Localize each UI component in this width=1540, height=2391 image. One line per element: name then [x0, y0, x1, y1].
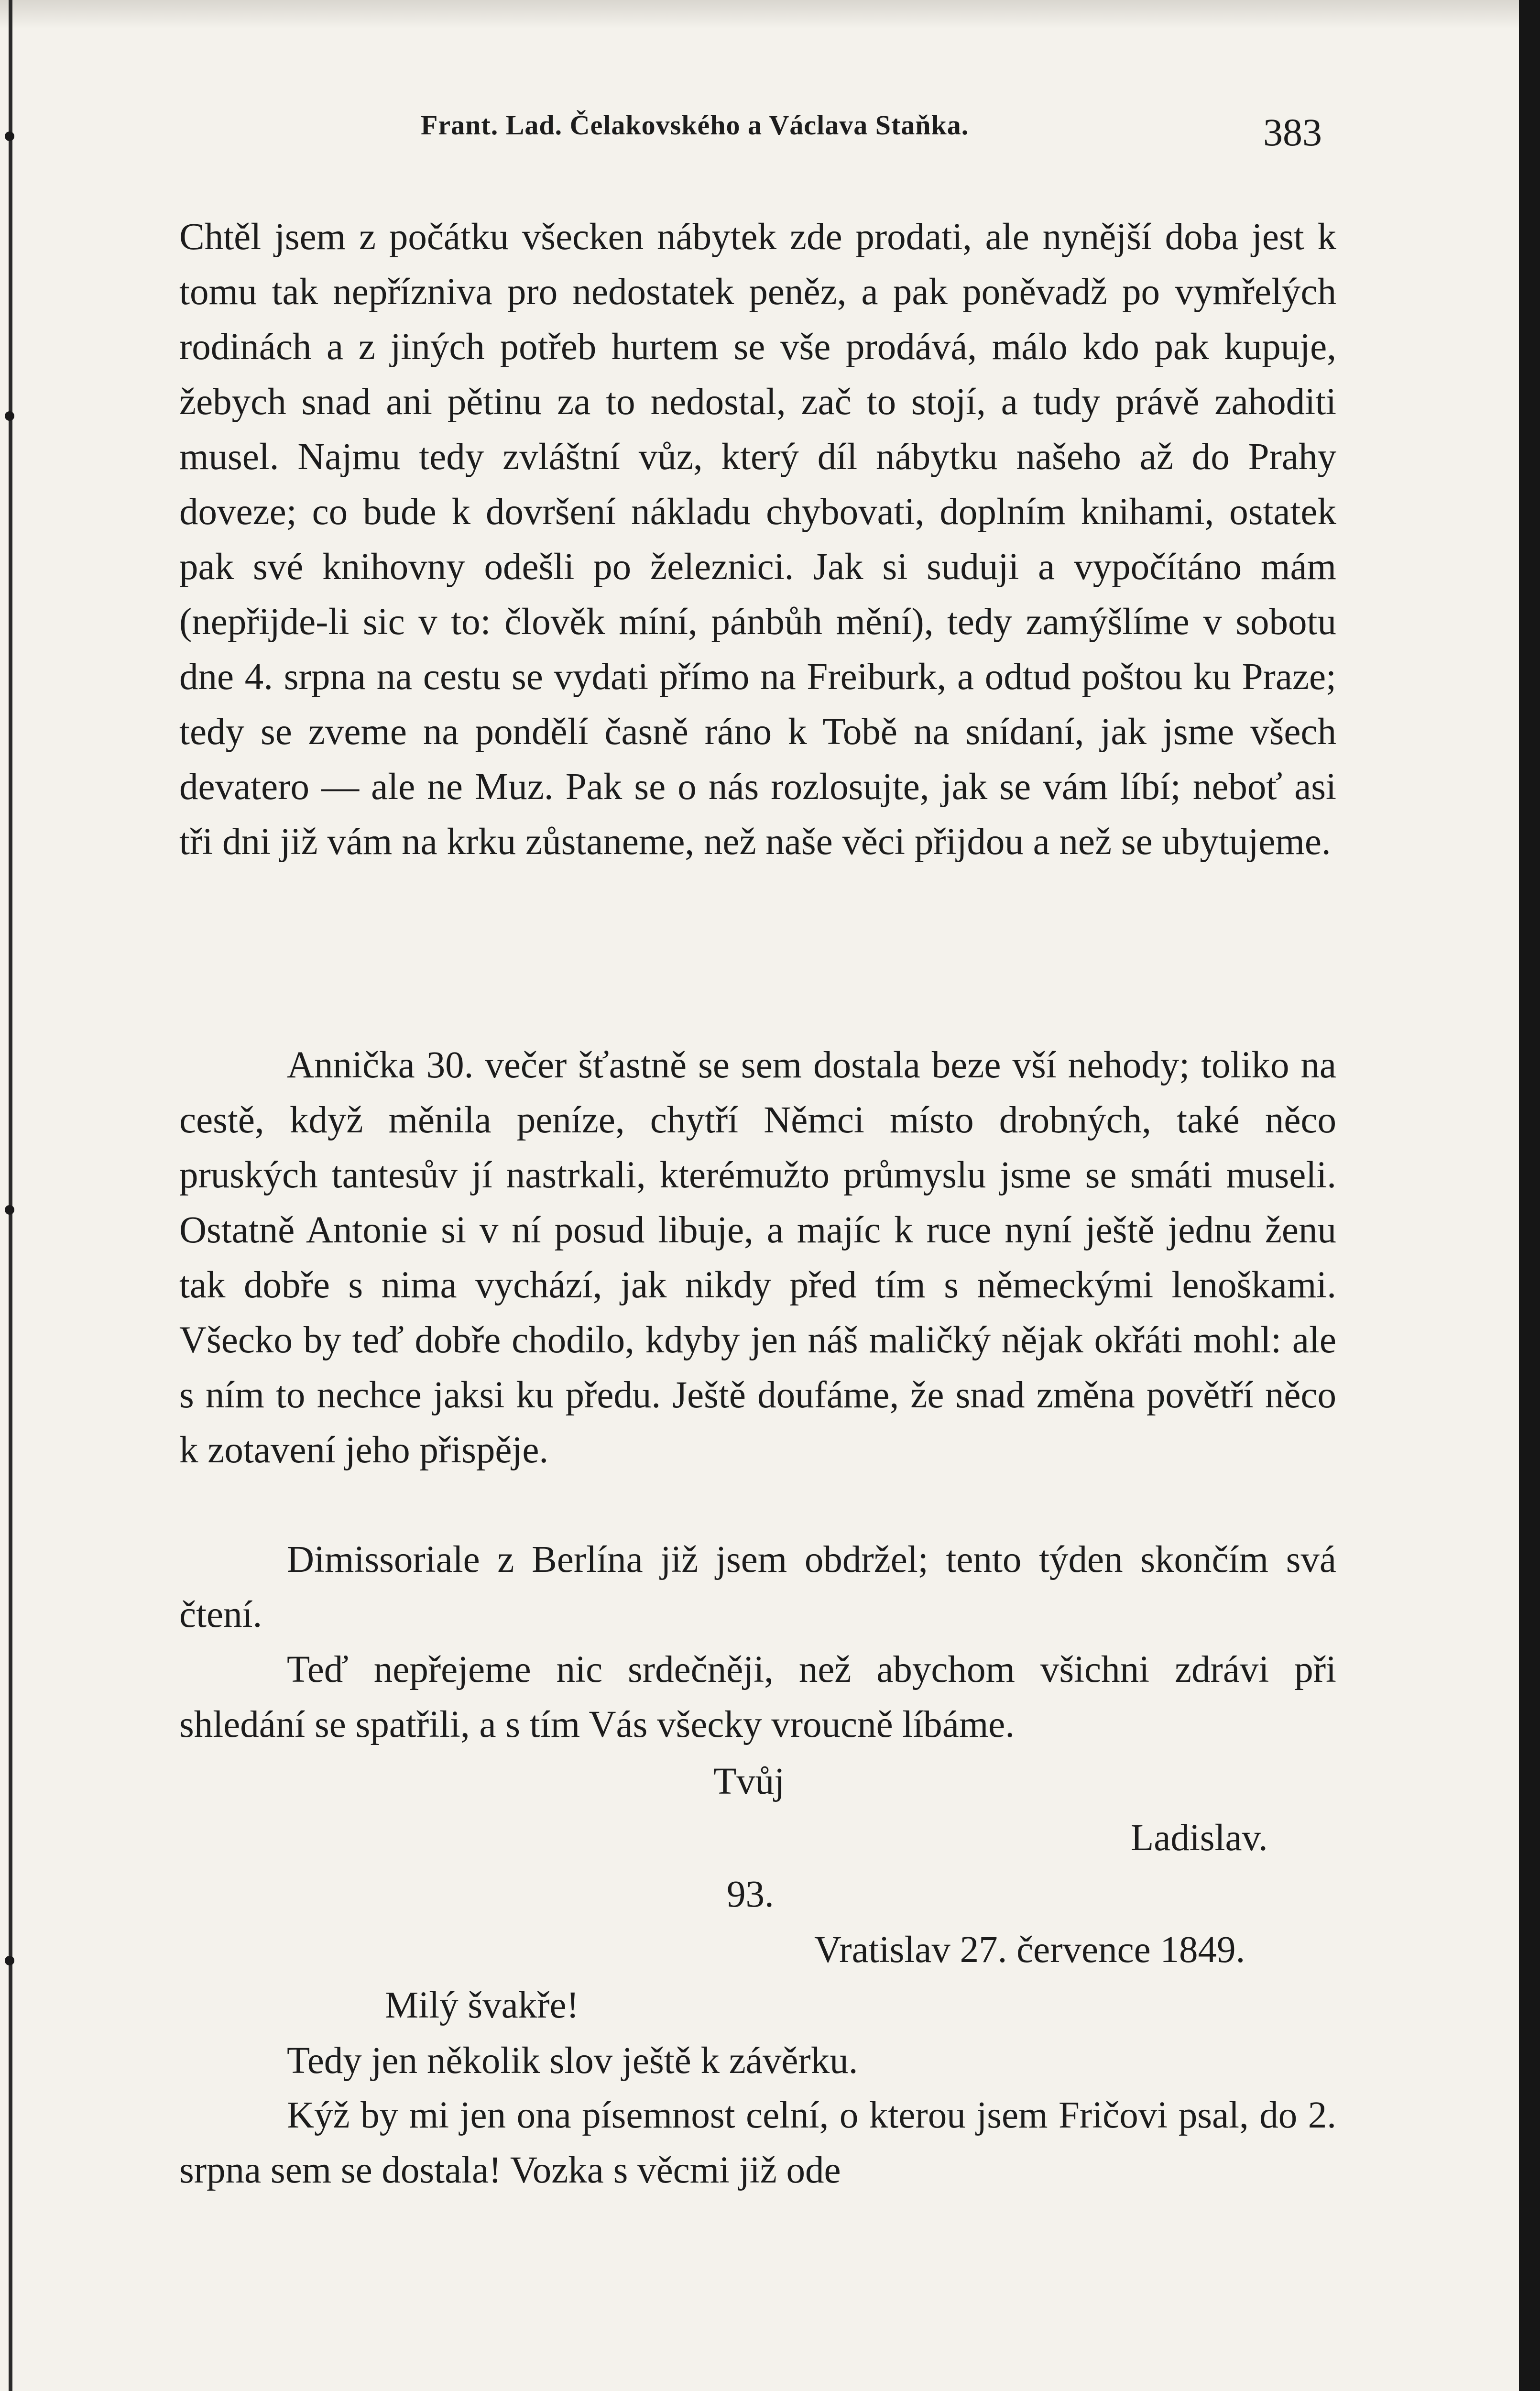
running-title: Frant. Lad. Čelakovského a Václava Staňka. — [421, 110, 969, 141]
paragraph: Chtěl jsem z počátku všecken nábytek zde prodati, ale nynější doba jest k tomu tak nepřízniva pro nedostatek peněz, a pak poněvadž po vymřelých rodinách a z jiných potřeb hurtem se vše prodává, málo kdo pak kupuje, žebych snad ani pětinu za to nedostal, zač to stojí, a tudy právě zahoditi musel. Najmu tedy zvláštní vůz, který díl nábytku našeho až do Prahy doveze; co bude k dovršení nákladu chybovati, doplním knihami, ostatek pak své knihovny odešli po železnici. Jak si suduji a vypočítáno mám (nepřijde-li sic v to: člověk míní, pánbůh mění), tedy zamýšlíme v sobotu dne 4. srpna na cestu se vydati přímo na Freiburk, a odtud poštou ku Praze; tedy se zveme na pondělí časně ráno k Tobě na snídaní, jak jsme všech devatero — ale ne Muz. Pak se o nás rozlosujte, jak se vám líbí; neboť asi tři dni již vám na krku zůstaneme, než naše věci přijdou a než se ubytujeme. — [179, 216, 1336, 863]
binding-mark — [5, 411, 14, 421]
paragraph: Teď nepřejeme nic srdečněji, než abychom všichni zdrávi při shledání se spatřili, a s tím Vás všecky vroucně líbáme. — [179, 1649, 1336, 1745]
letter-closing: Tvůj — [713, 1761, 785, 1802]
letter-signature: Ladislav. — [1131, 1817, 1268, 1859]
page-left-binding-edge — [9, 0, 12, 2391]
page-top-shadow — [0, 0, 1519, 29]
paragraph: Tedy jen několik slov ještě k závěrku. — [287, 2040, 858, 2082]
paragraph: Annička 30. večer šťastně se sem dostala beze vší nehody; toliko na cestě, když měnila peníze, chytří Němci místo drobných, také něco pruských tantesův jí nastrkali, kterémužto průmyslu jsme se smáti museli. Ostatně Antonie si v ní posud libuje, a majíc k ruce nyní ještě jednu ženu tak dobře s nima vychází, jak nikdy před tím s německými lenoškami. Všecko by teď dobře chodilo, kdyby jen náš maličký nějak okřáti mohl: ale s ním to nechce jaksi ku předu. Ještě doufáme, že snad změna povětří něco k zotavení jeho přispěje. — [179, 1044, 1336, 1471]
paragraph: Dimissoriale z Berlína již jsem obdržel; tento týden skončím svá čtení. — [179, 1539, 1336, 1635]
letter-number: 93. — [727, 1874, 774, 1915]
paragraph: Kýž by mi jen ona písemnost celní, o kterou jsem Fričovi psal, do 2. srpna sem se dostala! Vozka s věcmi již ode — [179, 2095, 1336, 2191]
binding-mark — [5, 1205, 14, 1215]
binding-mark — [5, 1956, 14, 1965]
page-number: 383 — [1263, 110, 1322, 154]
letter-salutation: Milý švakře! — [385, 1985, 579, 2026]
letter-dateline: Vratislav 27. července 1849. — [814, 1929, 1245, 1971]
binding-mark — [5, 132, 14, 141]
page-right-edge — [1519, 0, 1540, 2391]
